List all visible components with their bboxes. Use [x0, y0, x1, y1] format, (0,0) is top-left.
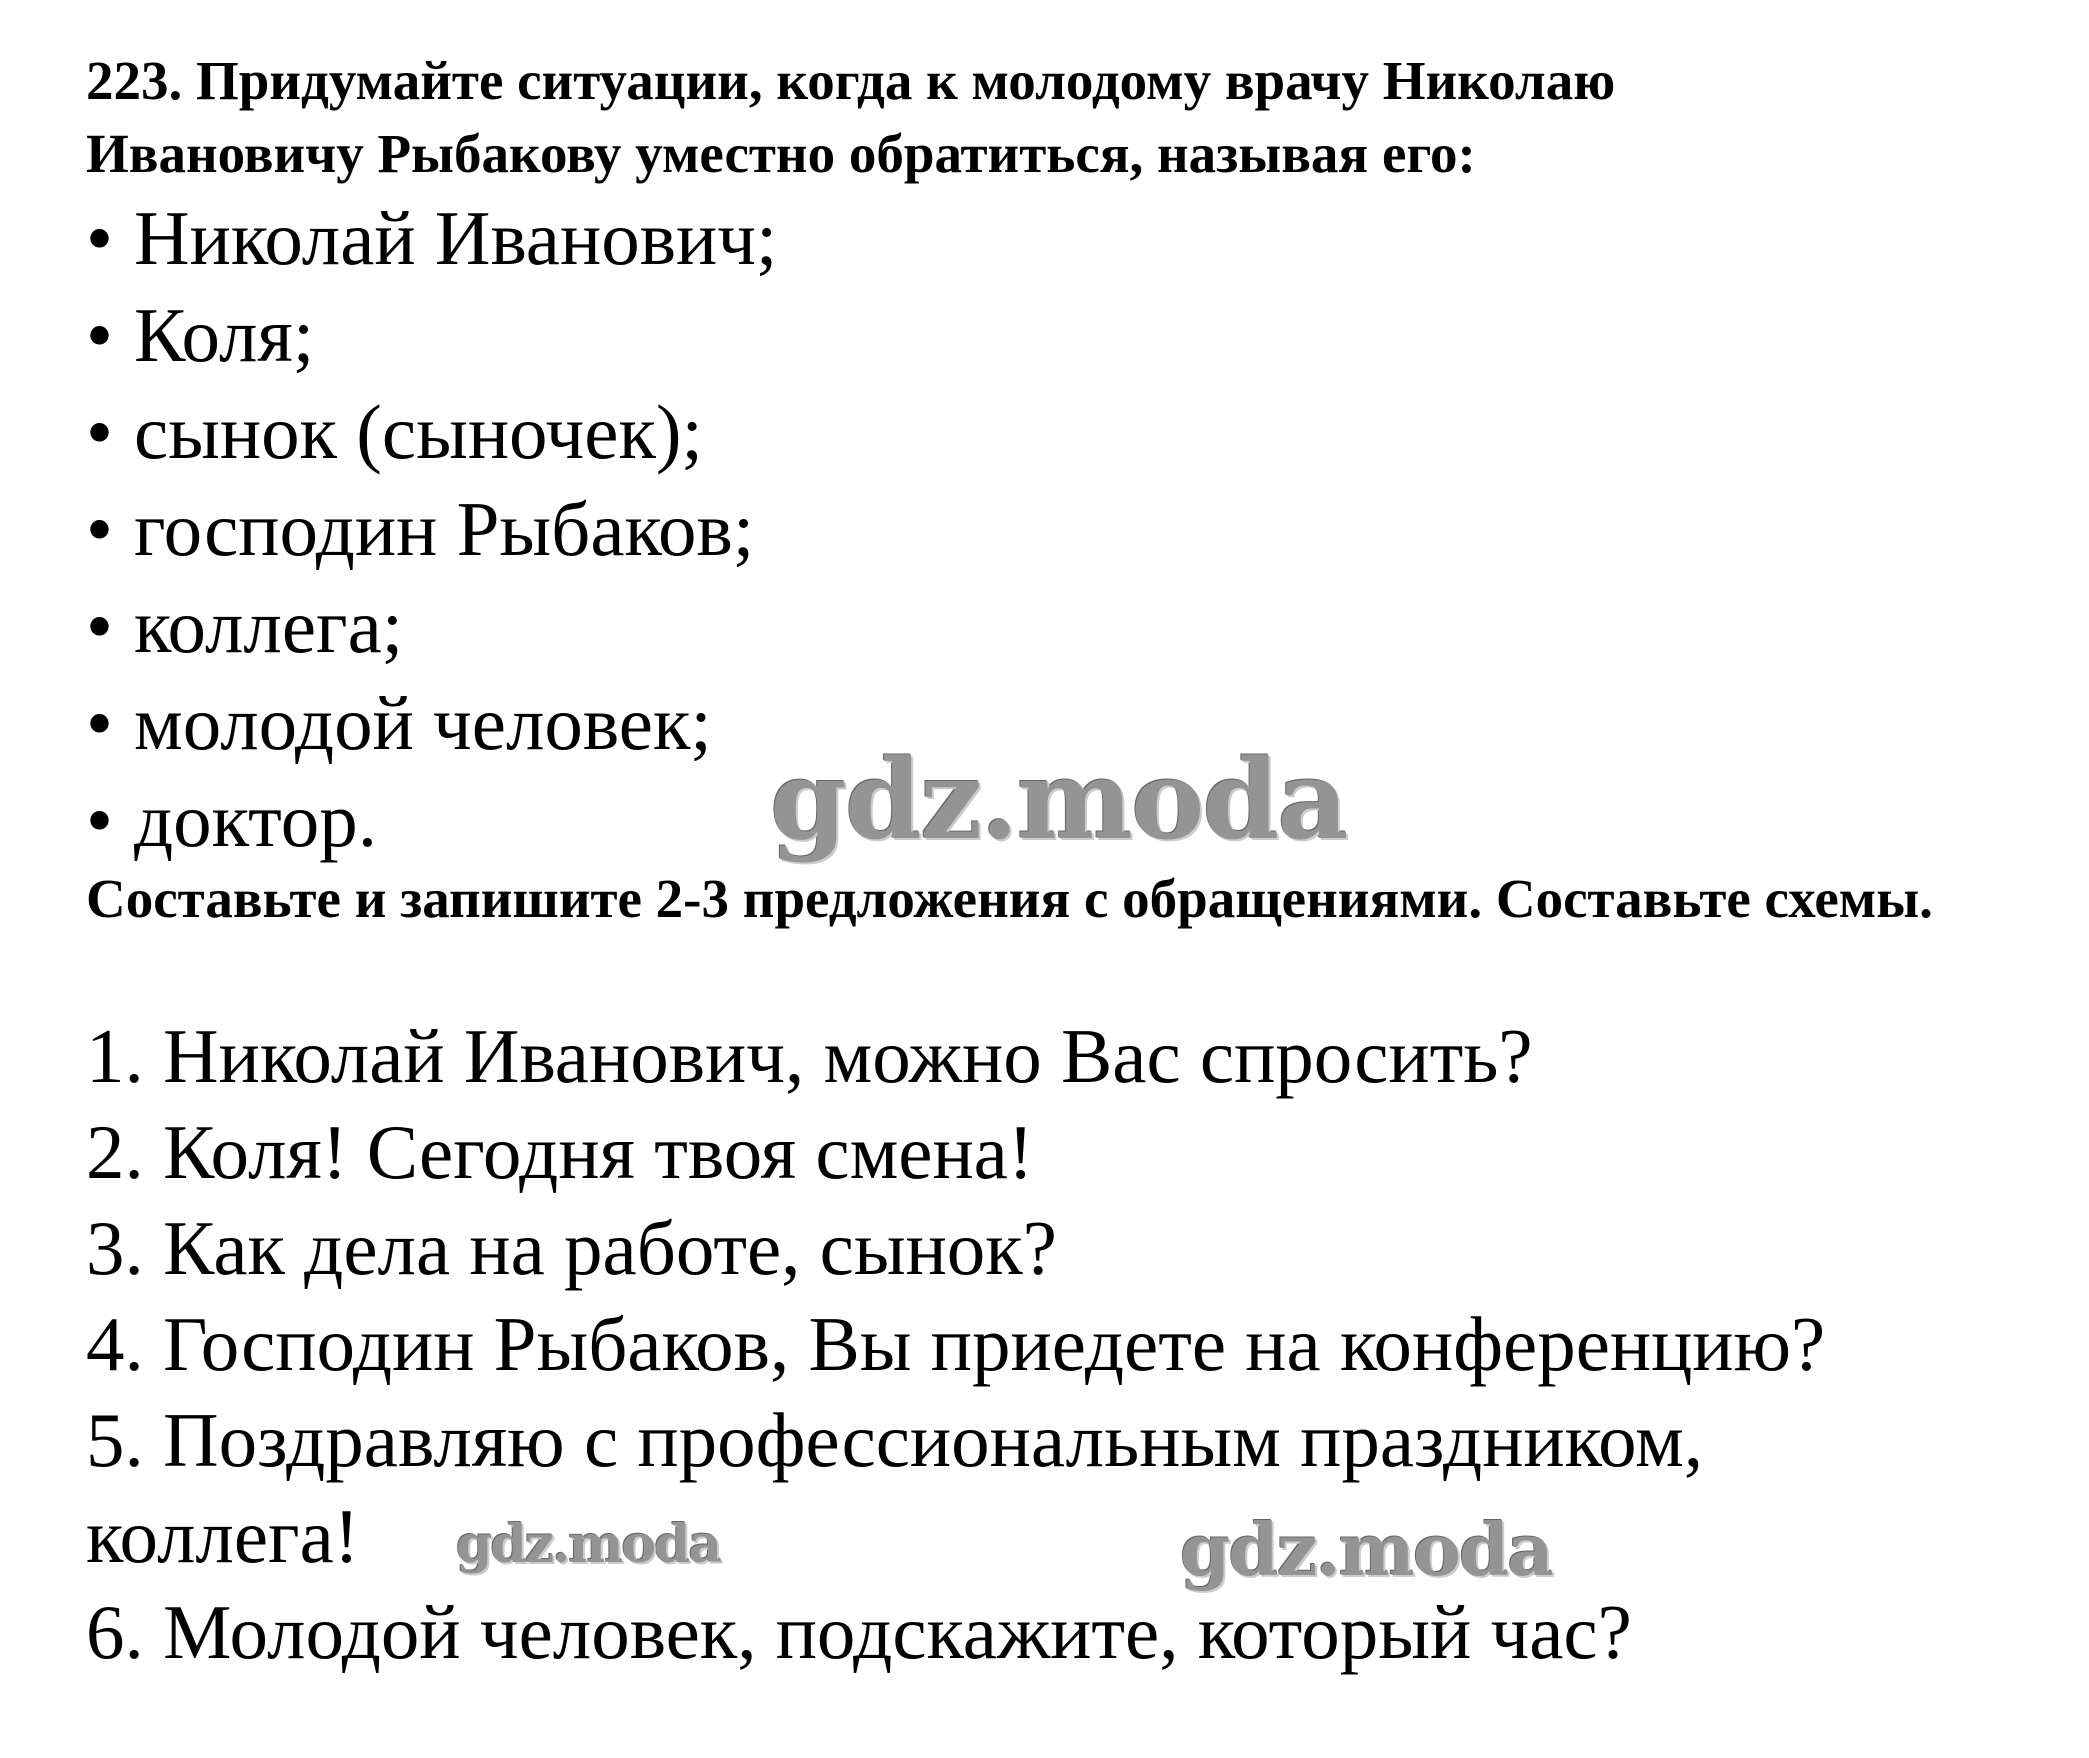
answer-sentences: [86, 1008, 1825, 1680]
list-item: • коллега;: [86, 578, 777, 675]
address-forms-list: [86, 190, 777, 869]
answer-sentence: 3. Как дела на работе, сынок?: [86, 1205, 1057, 1291]
answer-sentence: 2. Коля! Сегодня твоя смена!: [86, 1109, 1034, 1195]
bullet-icon: •: [86, 486, 113, 572]
list-item: • доктор.: [86, 772, 777, 869]
bullet-icon: •: [86, 389, 113, 475]
answer-sentence: 5. Поздравляю с профессиональным праздником,: [86, 1397, 1704, 1483]
answer-sentence: 1. Николай Иванович, можно Вас спросить?: [86, 1013, 1533, 1099]
list-item: • молодой человек;: [86, 675, 777, 772]
list-item: • Коля;: [86, 287, 777, 384]
list-item: • сынок (сыночек);: [86, 384, 777, 481]
answer-sentence: 4. Господин Рыбаков, Вы приедете на конференцию?: [86, 1301, 1826, 1387]
answer-sentence-continuation: коллега!: [86, 1493, 360, 1579]
watermark-large: gdz.moda: [770, 735, 1347, 864]
watermark-medium: gdz.moda: [1180, 1507, 1552, 1592]
task-heading-line-1: 223. Придумайте ситуации, когда к молодому врачу Николаю: [86, 50, 1616, 111]
watermark-small: gdz.moda: [456, 1514, 721, 1575]
instruction-text: Составьте и запишите 2-3 предложения с обращениями. Составьте схемы.: [86, 868, 1933, 929]
bullet-icon: •: [86, 195, 113, 281]
bullet-icon: •: [86, 680, 113, 766]
task-heading-line-2: Ивановичу Рыбакову уместно обратиться, называя его:: [86, 123, 1476, 184]
answer-sentence: 6. Молодой человек, подскажите, который час?: [86, 1589, 1632, 1675]
bullet-icon: •: [86, 292, 113, 378]
list-item: • господин Рыбаков;: [86, 481, 777, 578]
task-heading: [86, 44, 2036, 190]
bullet-icon: •: [86, 583, 113, 669]
list-item: • Николай Иванович;: [86, 190, 777, 287]
bullet-icon: •: [86, 777, 113, 863]
